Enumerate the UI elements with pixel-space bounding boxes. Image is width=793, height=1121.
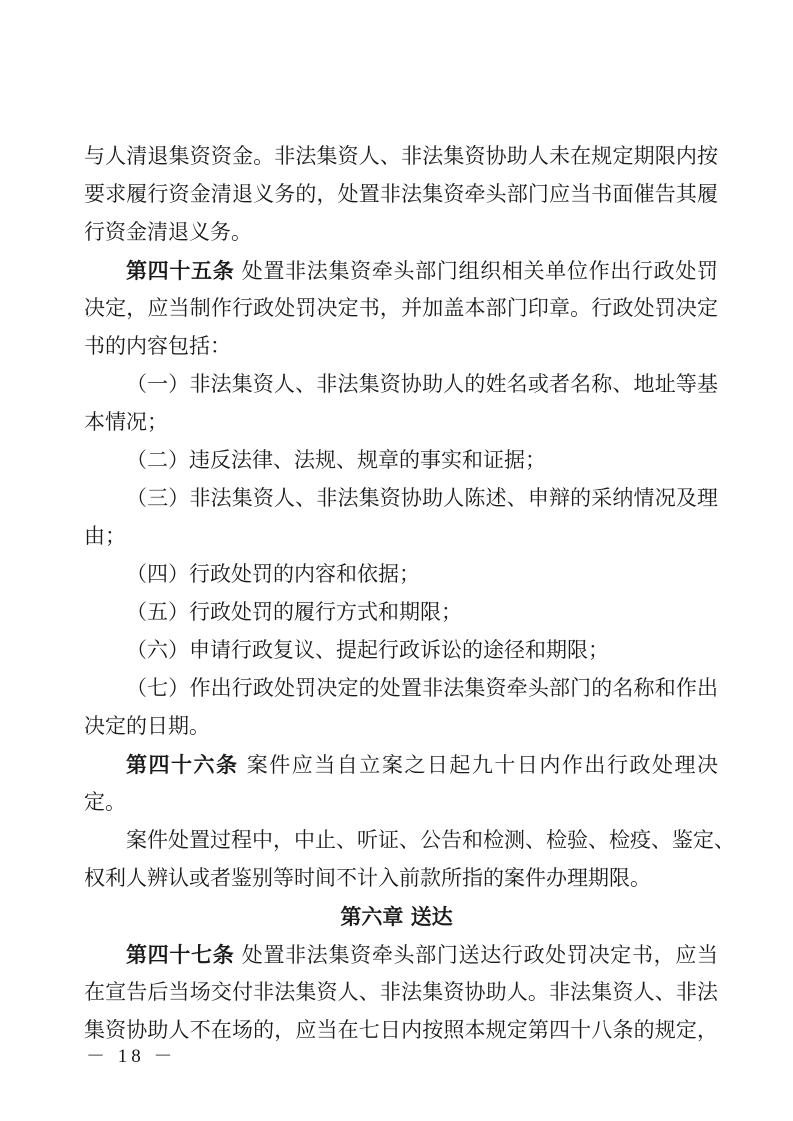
paragraph-line: 与人清退集资资金。非法集资人、非法集资协助人未在规定期限内按 xyxy=(84,144,718,168)
article-45-text: 处置非法集资牵头部门组织相关单位作出行政处罚 xyxy=(241,259,719,283)
article-45-number: 第四十五条 xyxy=(126,258,235,283)
paragraph-line: 案件处置过程中，中止、听证、公告和检测、检验、检疫、鉴定、 xyxy=(126,828,735,852)
list-item-2: （二）违反法律、法规、规章的事实和证据； xyxy=(126,448,546,472)
page-number: － 18 － xyxy=(86,1046,177,1067)
paragraph-line: 要求履行资金清退义务的，处置非法集资牵头部门应当书面催告其履 xyxy=(84,182,718,206)
list-item-5: （五）行政处罚的履行方式和期限； xyxy=(126,600,462,624)
article-45-first-line xyxy=(126,258,718,284)
list-item-1: （一）非法集资人、非法集资协助人的姓名或者名称、地址等基 xyxy=(126,372,718,396)
list-item-6: （六）申请行政复议、提起行政诉讼的途径和期限； xyxy=(126,638,609,662)
paragraph-line: 在宣告后当场交付非法集资人、非法集资协助人。非法集资人、非法 xyxy=(84,980,718,1004)
article-46-number: 第四十六条 xyxy=(126,752,239,777)
paragraph-line: 决定，应当制作行政处罚决定书，并加盖本部门印章。行政处罚决定 xyxy=(84,296,718,320)
chapter-heading: 第六章 送达 xyxy=(340,904,453,929)
paragraph-line: 本情况； xyxy=(84,410,168,434)
paragraph-line: 权利人辨认或者鉴别等时间不计入前款所指的案件办理期限。 xyxy=(84,866,651,890)
paragraph-line: 决定的日期。 xyxy=(84,714,210,738)
list-item-3: （三）非法集资人、非法集资协助人陈述、申辩的采纳情况及理 xyxy=(126,486,718,510)
article-46-text: 案件应当自立案之日起九十日内作出行政处理决 xyxy=(246,753,718,777)
paragraph-line: 由； xyxy=(84,524,126,548)
list-item-4: （四）行政处罚的内容和依据； xyxy=(126,562,420,586)
article-47-first-line xyxy=(126,942,718,968)
article-47-text: 处置非法集资牵头部门送达行政处罚决定书，应当 xyxy=(241,943,719,967)
paragraph-line: 定。 xyxy=(84,790,126,814)
paragraph-line: 集资协助人不在场的，应当在七日内按照本规定第四十八条的规定， xyxy=(84,1018,718,1042)
article-47-number: 第四十七条 xyxy=(126,942,235,967)
article-46-first-line xyxy=(126,752,718,778)
paragraph-line: 行资金清退义务。 xyxy=(84,220,252,244)
list-item-7: （七）作出行政处罚决定的处置非法集资牵头部门的名称和作出 xyxy=(126,676,718,700)
paragraph-line: 书的内容包括： xyxy=(84,334,231,358)
